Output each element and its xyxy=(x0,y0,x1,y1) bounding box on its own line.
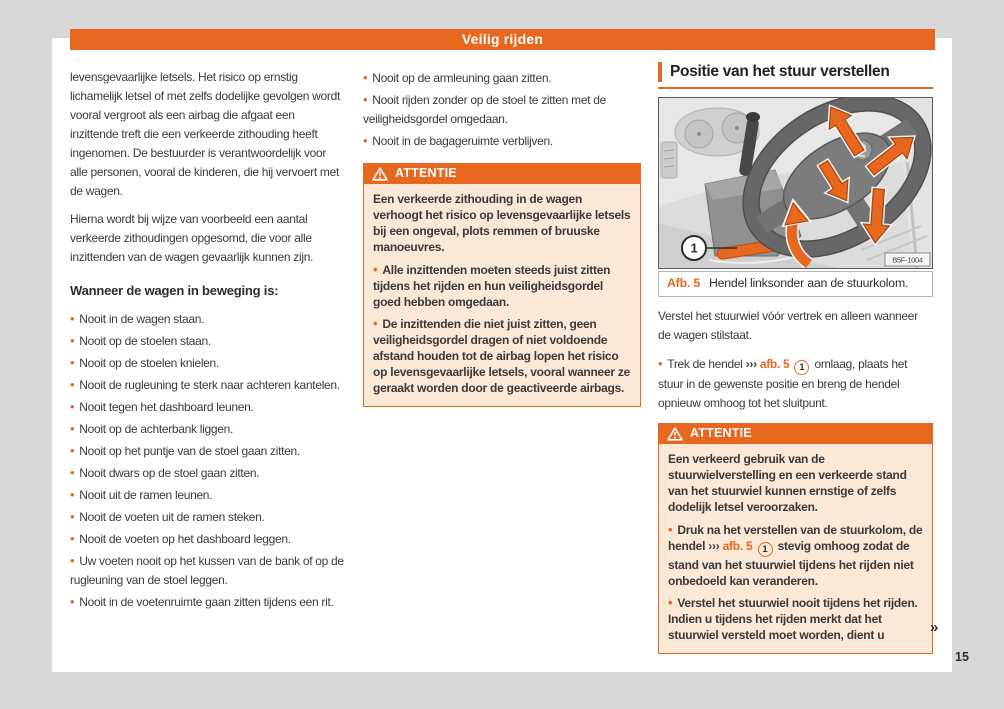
bullet-icon: • xyxy=(658,356,663,371)
list-item: • Uw voeten nooit op het kussen van de bank of op de rugleuning van de stoel leggen. xyxy=(70,553,344,587)
paragraph: Hierna wordt bij wijze van voorbeeld een aantal verkeerde zithoudingen opgesomd, die voor alle inzittenden van de wagen gevaarlijk kunnen zijn. xyxy=(70,212,314,264)
bullet-icon: • xyxy=(70,531,75,546)
warning-body: Een verkeerd gebruik van de stuurwielverstelling en een verkeerde stand van het stuurwiel kunnen ernstige of zelfs dodelijk letsel veroorzaken. • Druk na het verstellen van de stuurkolom, de hendel ››› afb. 5 1 stevig omhoog zodat de stand van het stuurwiel tijdens het rijden niet onbedoeld kan veranderen. • Verstel het stuurwiel nooit tijdens het rijden. Indien u tijdens het rijden merkt dat het stuurwiel versteld moet worden, dient u xyxy=(658,444,933,654)
list-item: • Nooit op de stoelen knielen. xyxy=(70,355,219,370)
bullet-icon: • xyxy=(70,594,75,609)
warning-body: Een verkeerde zithouding in de wagen verhoogt het risico op levensgevaarlijke letsels bij een ongeval, plots remmen of bruuske manoeuvres. • Alle inzittenden moeten steeds juist zitten tijdens het rijden en hun veiligheidsgordel goed hebben omgedaan. • De inzittenden die niet juist zitten, geen veiligheidsgordel dragen of niet voldoende afstand houden tot de airbag lopen het risico op levensgevaarlijke letsels, vooral wanneer ze geraakt worden door de geactiveerde airbags. xyxy=(363,184,641,407)
list-item: • Nooit op de achterbank liggen. xyxy=(70,421,234,436)
list-item: • Alle inzittenden moeten steeds juist zitten tijdens het rijden en hun veiligheidsgordel goed hebben omgedaan. xyxy=(373,262,611,309)
bullet-icon: • xyxy=(668,595,673,610)
list-item: • Nooit dwars op de stoel gaan zitten. xyxy=(70,465,260,480)
list-item: • Nooit de voeten op het dashboard leggen. xyxy=(70,531,291,546)
list-item: • De inzittenden die niet juist zitten, geen veiligheidsgordel dragen of niet voldoende afstand houden tot de airbag lopen het risico op levensgevaarlijke letsels, vooral wanneer ze geraakt worden door de geactiveerde airbags. xyxy=(373,316,631,395)
figure-caption: Afb. 5 Hendel linksonder aan de stuurkolom. xyxy=(658,271,933,297)
list-heading: Wanneer de wagen in beweging is: xyxy=(70,283,279,298)
section-title: Positie van het stuur verstellen xyxy=(658,62,933,82)
chapter-header-bar: Veilig rijden xyxy=(70,29,935,50)
list-item: • Nooit uit de ramen leunen. xyxy=(70,487,213,502)
list-item: • Druk na het verstellen van de stuurkolom, de hendel ››› afb. 5 1 stevig omhoog zodat de stand van het stuurwiel tijdens het rijden niet onbedoeld kan veranderen. xyxy=(668,522,923,588)
column-right xyxy=(658,62,933,654)
list-item: • Nooit op het puntje van de stoel gaan zitten. xyxy=(70,443,300,458)
warning-header xyxy=(363,163,641,184)
list-item: • Trek de hendel ››› afb. 5 1 omlaag, plaats het stuur in de gewenste positie en breng de hendel opnieuw omhoog tot het sluitpunt. xyxy=(658,356,908,410)
cross-reference-arrows: ››› xyxy=(708,539,720,553)
bullet-icon: • xyxy=(70,443,75,458)
list-item: • Nooit in de voetenruimte gaan zitten tijdens een rit. xyxy=(70,594,334,609)
bullet-icon: • xyxy=(70,509,75,524)
list-item: • Verstel het stuurwiel nooit tijdens het rijden. Indien u tijdens het rijden merkt dat het stuurwiel versteld moet worden, dient u xyxy=(668,595,918,642)
bullet-icon: • xyxy=(70,553,75,568)
cross-reference: afb. 5 xyxy=(722,539,753,553)
bullet-icon: • xyxy=(70,355,75,370)
list-item: • Nooit op de armleuning gaan zitten. xyxy=(363,70,552,85)
paragraph: levensgevaarlijke letsels. Het risico op ernstig lichamelijk letsel of met zelfs dodelijke gevolgen wordt vooral vergroot als een airbag die afgaat een inzittende treft die een verkeerde zithouding heeft ingenomen. De bestuurder is verantwoordelijk voor alle personen, vooral de kinderen, die hij vervoert met de wagen. xyxy=(70,70,341,198)
paragraph: Verstel het stuurwiel vóór vertrek en alleen wanneer de wagen stilstaat. xyxy=(658,309,918,342)
bullet-icon: • xyxy=(373,316,378,331)
manual-page xyxy=(52,31,952,672)
column-left xyxy=(70,68,344,614)
warning-box xyxy=(658,423,933,654)
figure-image xyxy=(658,97,933,269)
cross-reference-arrows: ››› xyxy=(745,357,757,371)
figure-callout-1: 1 xyxy=(690,240,698,256)
list-item: • Nooit de voeten uit de ramen steken. xyxy=(70,509,265,524)
bullet-icon: • xyxy=(363,133,368,148)
bullet-icon: • xyxy=(363,70,368,85)
list-item: • Nooit de rugleuning te sterk naar achteren kantelen. xyxy=(70,377,340,392)
bullet-icon: • xyxy=(70,311,75,326)
warning-box xyxy=(363,163,641,407)
bullet-icon: • xyxy=(70,487,75,502)
figure-code-label: B5F-1004 xyxy=(892,255,923,265)
warning-header xyxy=(658,423,933,444)
warning-title: ATTENTIE xyxy=(690,426,752,440)
steering-wheel-illustration xyxy=(659,98,932,268)
warning-title: ATTENTIE xyxy=(395,166,457,180)
bullet-icon: • xyxy=(70,465,75,480)
continuation-marker: » xyxy=(930,619,939,636)
bullet-icon: • xyxy=(70,399,75,414)
list-item: • Nooit in de wagen staan. xyxy=(70,311,205,326)
figure-label: Afb. 5 xyxy=(667,276,700,290)
circled-number: 1 xyxy=(794,360,809,375)
list-item: • Nooit rijden zonder op de stoel te zitten met de veiligheidsgordel omgedaan. xyxy=(363,92,607,126)
bullet-icon: • xyxy=(363,92,368,107)
circled-number: 1 xyxy=(758,542,773,557)
bullet-icon: • xyxy=(70,421,75,436)
list-item: • Nooit in de bagageruimte verblijven. xyxy=(363,133,553,148)
bullet-icon: • xyxy=(668,522,673,537)
bullet-icon: • xyxy=(70,377,75,392)
list-item: • Nooit tegen het dashboard leunen. xyxy=(70,399,254,414)
list-item: • Nooit op de stoelen staan. xyxy=(70,333,211,348)
page-number: 15 xyxy=(955,650,969,664)
warning-triangle-icon xyxy=(667,427,683,441)
section-rule xyxy=(658,87,933,89)
warning-triangle-icon xyxy=(372,167,388,181)
column-middle xyxy=(363,68,641,407)
bullet-icon: • xyxy=(373,262,378,277)
cross-reference: afb. 5 xyxy=(759,357,790,371)
bullet-icon: • xyxy=(70,333,75,348)
